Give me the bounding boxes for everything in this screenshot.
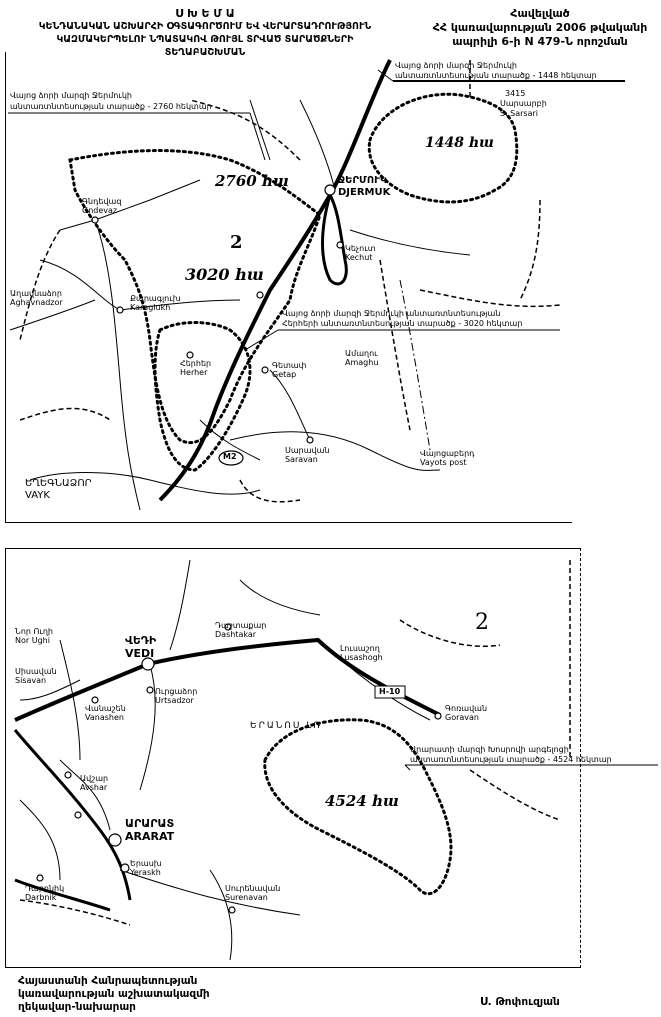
map2-road-sign-label: H-10 <box>379 687 401 696</box>
map2-place-0-arm: ՎԵԴԻ <box>125 634 157 647</box>
map1-dashed-tracks <box>20 60 560 502</box>
footer-line-1: Հայաստանի Հանրապետության <box>18 975 198 987</box>
map1-admin-border <box>400 280 430 450</box>
map1-place-0-lat: DJERMUK <box>338 187 391 198</box>
map2-place-7-lat: Avshar <box>80 783 108 792</box>
map2-place-8-lat: Yeraskh <box>130 868 161 877</box>
map2-place-5-lat: Sisavan <box>15 676 47 685</box>
map1-callout-3-line-2: Հերհերի անտառտնտեսության տարածք - 3020 հեկտար <box>282 319 523 328</box>
map1-place-10-lat: Amaghu <box>345 358 379 367</box>
map1-place-3-lat: Kechut <box>345 253 373 262</box>
map2-place-11-lat: Goravan <box>445 713 479 722</box>
map1-area-label-3020: 3020 հա <box>185 265 264 284</box>
map2-place-0-lat: VEDI <box>125 647 155 660</box>
map2-callout-line-2: անտառտնտեսության տարածք - 4524 հեկտար <box>410 755 612 764</box>
map2-place-6-lat: Vanashen <box>85 713 124 722</box>
map1-callout-2-line-2: անտառտնտեսության տարածք - 1448 հեկտար <box>395 71 597 80</box>
map1-place-7-arm: Վայոցաբերդ <box>420 449 475 458</box>
map1-place-4-lat: Herher <box>180 368 208 377</box>
map2-place-5-arm: Սիսավան <box>15 667 57 676</box>
footer-line-2: կառավարության աշխատակազմի <box>18 988 210 1000</box>
footer-signature: Ս. Թոփուզյան <box>480 996 560 1008</box>
map2-area-label: 4524 հա <box>325 792 399 810</box>
map2-place-10-lat: Darbnik <box>25 893 57 902</box>
map1-place-11-arm: Աղավնաձոր <box>10 289 62 298</box>
title-line-1: Ս Խ Ե Մ Ա <box>175 7 235 20</box>
map1-place-2-arm: Քարագլուխ <box>130 294 181 303</box>
map1-place-9-arm: ԵՂԵԳՆԱՁՈՐ <box>25 478 92 489</box>
map1-place-4-arm: Հերհեր <box>180 359 212 368</box>
map1-place-2-lat: Karaglukh <box>130 303 171 312</box>
map2-place-6-arm: Վանաշեն <box>85 704 126 713</box>
map1-minor-roads <box>10 100 470 510</box>
map1-place-5-arm: Գետափ <box>272 361 307 370</box>
map2-settlement-markers <box>37 621 441 913</box>
map2-place-11-arm: Գոռավան <box>445 704 488 713</box>
annex-line-1: Հավելված <box>510 7 570 20</box>
map1-place-8-arm: Սարսարբի <box>500 99 547 108</box>
map1-place-8-lat: S. Sarsari <box>500 109 539 118</box>
map1-place-6-lat: Saravan <box>285 455 318 464</box>
map1-place-3-arm: Կեչուտ <box>345 244 376 253</box>
map2-place-9-lat: Surenavan <box>225 893 268 902</box>
map2-place-12-arm: Լուսաշող <box>340 644 380 653</box>
map1-place-7-lat: Vayots post <box>420 458 467 467</box>
map2-place-8-arm: Երասխ <box>130 859 162 868</box>
map2-place-2-lat: Dashtakar <box>215 630 257 639</box>
map2-place-4-arm: Նոր Ուղի <box>15 627 53 636</box>
map2-place-3-arm: Ուրցաձոր <box>155 687 198 696</box>
map2-callout-line-1: Արարատի մարզի Խոսրովի արգելոցի <box>410 745 569 754</box>
map1-peak-label: 3415 <box>505 89 526 98</box>
map1-jermuk-loop <box>323 195 347 284</box>
title-line-2: ԿԵՆԴԱՆԱԿԱՆ ԱՇԽԱՐՀԻ ՕԳՏԱԳՈՐԾՈՒՄ ԵՎ ՎԵՐԱՐՏԱԴՐՈՒԹՅՈՒՆ <box>38 21 372 32</box>
map2-place-12-lat: Lusashogh <box>340 653 383 662</box>
map2-railway <box>15 730 130 900</box>
map1-road-sign-label: M2 <box>223 452 237 461</box>
title-line-4: ՏԵՂԱԲԱՇԽՄԱՆ <box>164 47 246 58</box>
map2-place-9-arm: Սուրենավան <box>225 884 281 893</box>
map2-place-1-arm: ԱՐԱՐԱՏ <box>125 817 175 830</box>
map2-place-2-arm: Դաշտաքար <box>215 621 267 630</box>
map1-place-11-lat: Aghavnadzor <box>10 298 63 307</box>
map2-mountain-label: ԵՐԱՆՈՍ ԼՌ <box>250 721 323 731</box>
map1-place-1-lat: Gndevaz <box>82 206 118 215</box>
map1-boundary-2760 <box>70 151 320 443</box>
map1-place-5-lat: Getap <box>272 370 297 379</box>
map1-place-10-arm: Ամաղու <box>345 349 378 358</box>
footer-line-3: ղեկավար-նախարար <box>18 1001 136 1013</box>
map1-callout-2-line-1: Վայոց ձորի մարզի Ջերմուկի <box>395 61 517 70</box>
map2-place-7-arm: Ավշար <box>80 774 109 783</box>
annex-line-3: ապրիլի 6-ի N 479-Ն որոշման <box>452 35 628 48</box>
map1-place-0-arm: ՋԵՐՄՈՒԿ <box>338 175 388 186</box>
map2-place-10-arm: Դարբնիկ <box>25 884 65 893</box>
map2-zone-number: 2 <box>475 610 489 635</box>
map1-callout-1-line-2: անտառտնտեսության տարածք - 2760 հեկտար <box>10 102 212 111</box>
map1-zone-number: 2 <box>230 232 243 253</box>
map1-boundary-3020 <box>155 323 250 471</box>
map1-place-6-arm: Սարավան <box>285 446 330 455</box>
map2-place-3-lat: Urtsadzor <box>155 696 194 705</box>
annex-line-2: ՀՀ կառավարության 2006 թվականի <box>432 21 648 34</box>
map1-area-label-1448: 1448 հա <box>425 135 494 151</box>
map2-place-1-lat: ARARAT <box>125 830 175 843</box>
map2-place-4-lat: Nor Ughi <box>15 636 50 645</box>
map1-place-1-arm: Գնդեվազ <box>82 197 122 206</box>
map1-place-9-lat: VAYK <box>25 490 50 501</box>
map1-callout-1-line-1: Վայոց ձորի մարզի Ջերմուկի <box>10 91 132 100</box>
map1-area-label-2760: 2760 հա <box>215 172 289 190</box>
map1-callout-3-line-1: Վայոց ձորի մարզի Ջերմուկի անտառտնտեսության <box>282 309 501 318</box>
map2-callout-leaders <box>405 765 658 770</box>
title-line-3: ԿԱԶՄԱԿԵՐՊԵԼՈՒ ՆՊԱՏԱԿՈՎ ԹՈՒՅԼ ՏՐՎԱԾ ՏԱՐԱԾՔՆԵՐԻ <box>56 34 354 45</box>
